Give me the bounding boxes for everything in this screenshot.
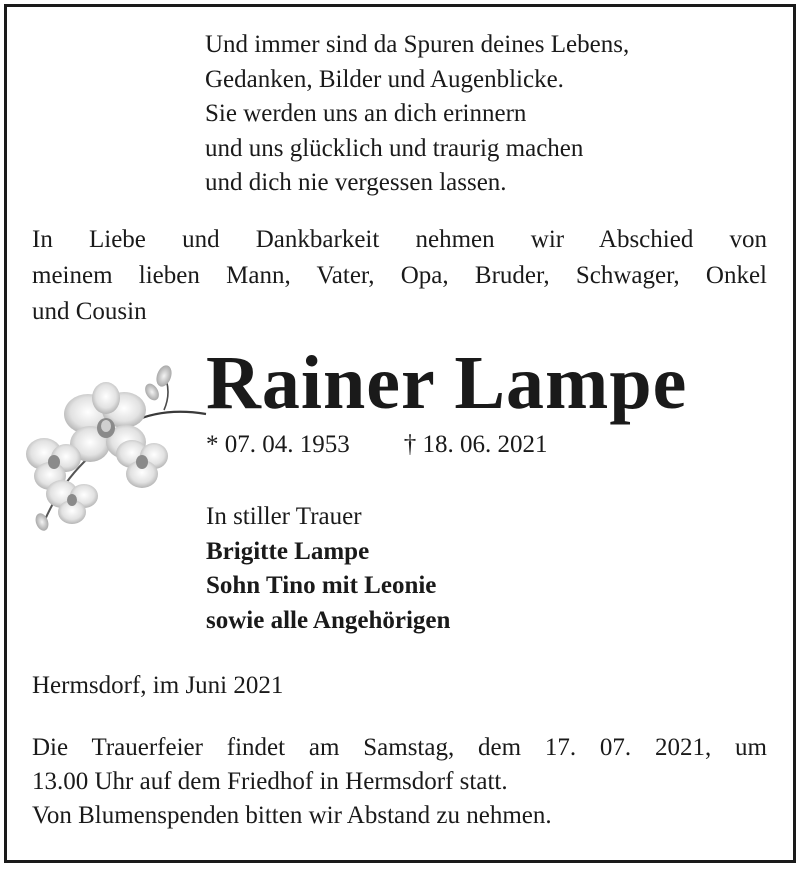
mourner-name: sowie alle Angehörigen xyxy=(206,606,451,634)
life-dates xyxy=(206,427,548,463)
ceremony-line: Von Blumenspenden bitten wir Abstand zu nehmen. xyxy=(32,802,552,829)
farewell-text xyxy=(32,222,767,330)
farewell-line: und Cousin xyxy=(32,298,147,325)
farewell-line: In Liebe und Dankbarkeit nehmen wir Abschied von xyxy=(32,226,767,253)
ceremony-line: 13.00 Uhr auf dem Friedhof in Hermsdorf statt. xyxy=(32,768,508,795)
ceremony-notice xyxy=(32,731,767,833)
place-date: Hermsdorf, im Juni 2021 xyxy=(32,672,284,699)
poem-line: und dich nie vergessen lassen. xyxy=(205,169,507,196)
deceased-name: Rainer Lampe xyxy=(206,341,688,425)
death-date: † 18. 06. 2021 xyxy=(403,431,548,458)
mourning-heading: In stiller Trauer xyxy=(206,503,362,530)
mourner-name: Sohn Tino mit Leonie xyxy=(206,572,437,599)
poem-line: Sie werden uns an dich erinnern xyxy=(205,100,527,127)
poem-line: Gedanken, Bilder und Augenblicke. xyxy=(205,65,564,93)
memorial-poem xyxy=(205,28,629,201)
orchid-branch-icon xyxy=(14,362,214,537)
ceremony-line: Die Trauerfeier findet am Samstag, dem 17. 07. 2021, um xyxy=(32,734,767,761)
poem-line: und uns glücklich und traurig machen xyxy=(205,134,584,162)
farewell-line: meinem lieben Mann, Vater, Opa, Bruder, Schwager, Onkel xyxy=(32,262,767,289)
birth-date: * 07. 04. 1953 xyxy=(206,431,350,458)
poem-line: Und immer sind da Spuren deines Lebens, xyxy=(205,31,630,58)
mourner-name: Brigitte Lampe xyxy=(206,537,370,565)
mourners-block xyxy=(206,500,450,638)
